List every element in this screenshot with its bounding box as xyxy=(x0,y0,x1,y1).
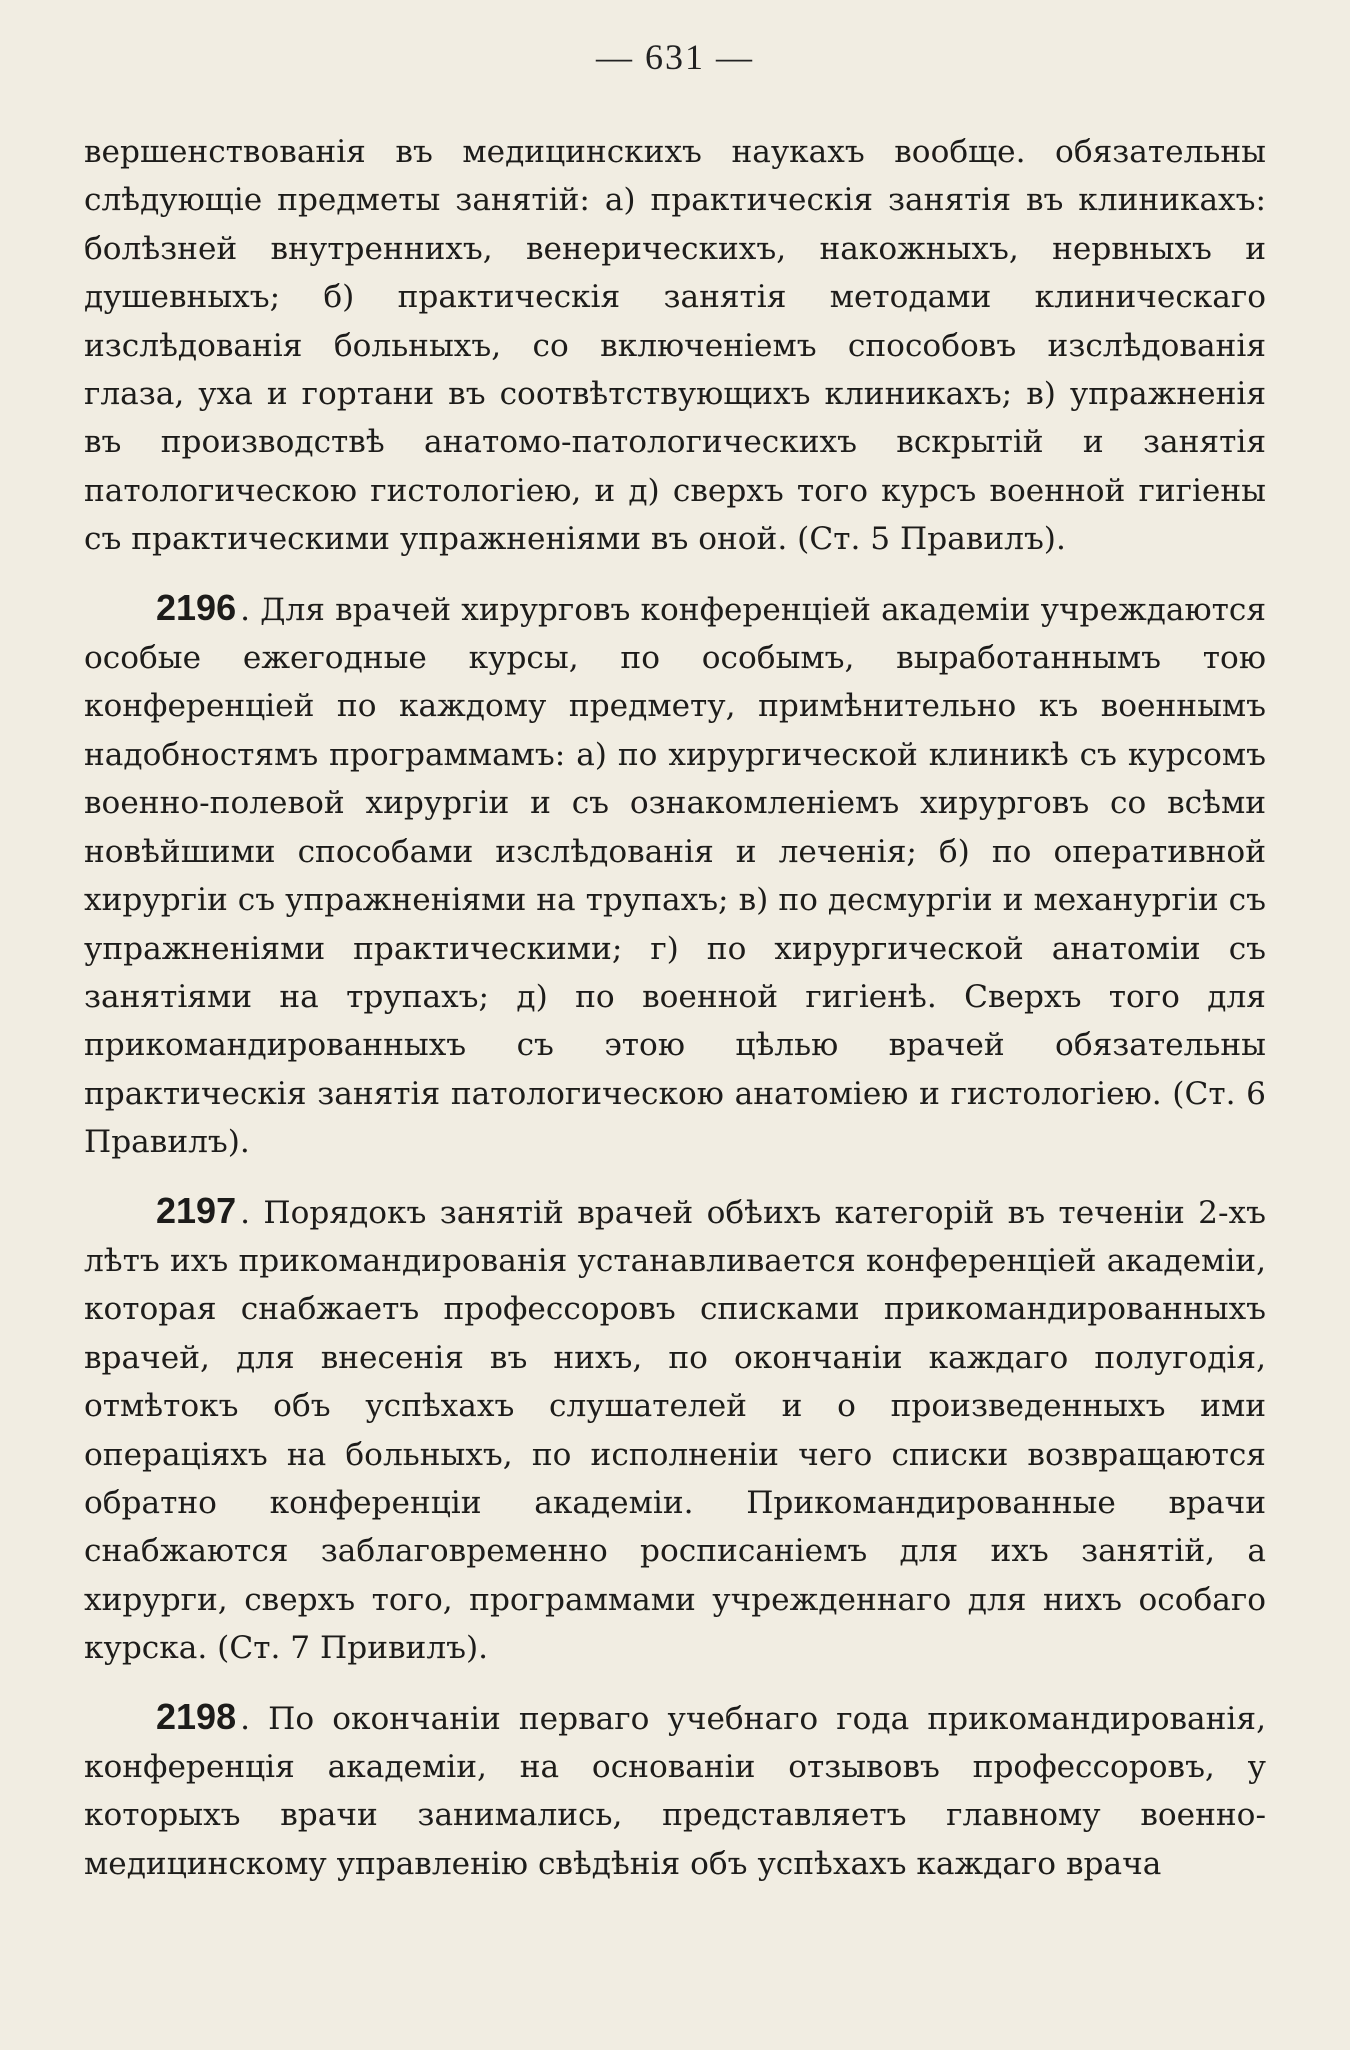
article-number: 2196 xyxy=(156,586,237,628)
article-2198 xyxy=(84,1693,1266,1889)
article-text: . Для врачей хирурговъ конференціей академіи учреждаются особые ежегодные курсы, по особымъ, выработаннымъ тою конференціей по каждому предмету, примѣнительно къ военнымъ надобностямъ программамъ: а) по хирургической клиникѣ съ курсомъ военно-полевой хирургіи и съ ознакомленіемъ хирурговъ со всѣми новѣйшими способами изслѣдованія и леченія; б) по оперативной хирургіи съ упражненіями на трупахъ; в) по десмургіи и механургіи съ упражненіями практическими; г) по хирургической анатоміи съ занятіями на трупахъ; д) по военной гигіенѣ. Сверхъ того для прикомандированныхъ съ этою цѣлью врачей обязательны практическія занятія патологическою анатоміею и гистологіею. (Ст. 6 Правилъ). xyxy=(84,591,1266,1161)
article-2196 xyxy=(84,584,1266,1167)
page-number: — 631 — xyxy=(596,37,754,77)
article-text: . По окончаніи перваго учебнаго года прикомандированія, конференція академіи, на основаніи отзывовъ профессоровъ, у которыхъ врачи занимались, представляетъ главному военно-медицинскому управленію свѣдѣнія объ успѣхахъ каждаго врача xyxy=(84,1700,1266,1882)
article-number: 2197 xyxy=(156,1189,237,1231)
article-2197 xyxy=(84,1187,1266,1673)
article-number: 2198 xyxy=(156,1695,237,1737)
paragraph-continuation: вершенствованія въ медицинскихъ наукахъ вообще. обязательны слѣдующіе предметы занятій: а) практическія занятія въ клиникахъ: болѣзней внутреннихъ, венерическихъ, накожныхъ, нервныхъ и душевныхъ; б) практическія занятія методами клиническаго изслѣдованія больныхъ, со включеніемъ способовъ изслѣдованія глаза, уха и гортани въ соотвѣтствующихъ клиникахъ; в) упражненія въ производствѣ анатомо-патологическихъ вскрытій и занятія патологическою гистологіею, и д) сверхъ того курсъ военной гигіены съ практическими упражненіями въ оной. (Ст. 5 Правилъ). xyxy=(84,134,1266,558)
body-text xyxy=(84,128,1266,1888)
article-text: . Порядокъ занятій врачей обѣихъ категорій въ теченіи 2-хъ лѣтъ ихъ прикомандированія устанавливается конференціей академіи, которая снабжаетъ профессоровъ списками прикомандированныхъ врачей, для внесенія въ нихъ, по окончаніи каждаго полугодія, отмѣтокъ объ успѣхахъ слушателей и о произведенныхъ ими операціяхъ на больныхъ, по исполненіи чего списки возвращаются обратно конференціи академіи. Прикомандированные врачи снабжаются заблаговременно росписаніемъ для ихъ занятій, а хирурги, сверхъ того, программами учрежденнаго для нихъ особаго курска. (Ст. 7 Привилъ). xyxy=(84,1194,1266,1667)
